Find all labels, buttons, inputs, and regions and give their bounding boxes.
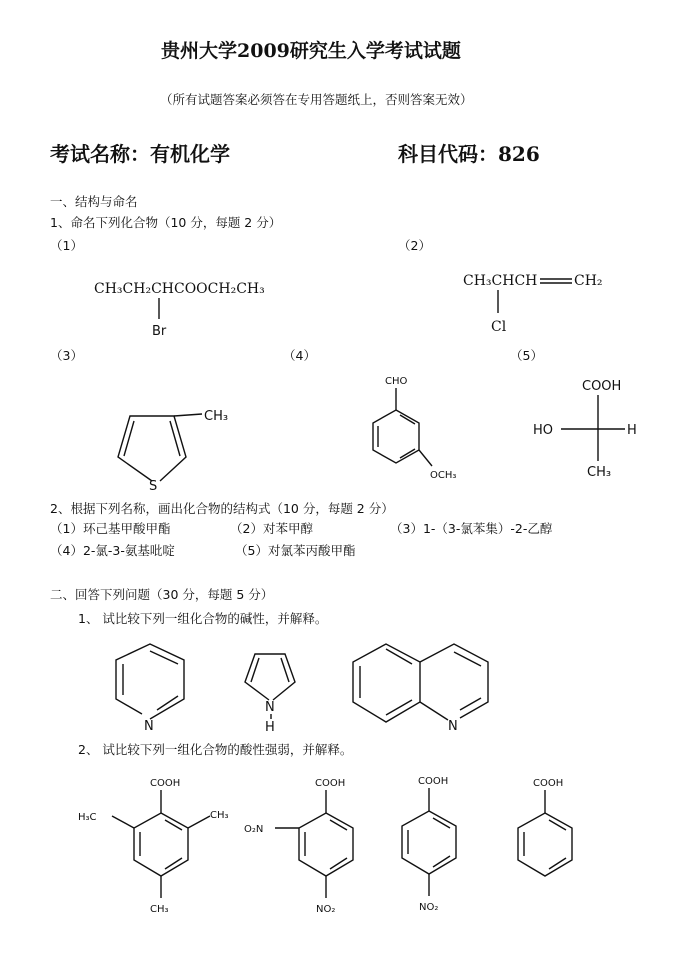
molecule-5-cooh: COOH xyxy=(582,379,622,394)
molecule-1-chain: CH₃CH₂CHCOOCH₂CH₃ xyxy=(94,281,265,297)
molecule-4-och3: OCH₃ xyxy=(430,470,457,481)
quinoline-n: N xyxy=(448,719,458,734)
question-2-1: 1、 试比较下列一组化合物的碱性，并解释。 xyxy=(78,611,328,626)
label-2: （2） xyxy=(398,238,431,253)
q2-item-5: （5）对氯苯丙酸甲酯 xyxy=(235,543,356,558)
pyrrole-structure xyxy=(235,645,315,735)
label-1: （1） xyxy=(50,238,83,253)
molecule-5-ch3: CH₃ xyxy=(587,465,612,480)
label-4: （4） xyxy=(283,348,316,363)
acid-4-cooh: COOH xyxy=(533,778,564,789)
section-1-heading: 一、结构与命名 xyxy=(50,194,138,209)
trimethylbenzoic-acid-structure xyxy=(70,770,240,920)
pyrrole-n: N xyxy=(265,700,275,715)
molecule-1 xyxy=(90,275,290,345)
acid-1-cooh: COOH xyxy=(150,778,181,789)
molecule-2 xyxy=(460,265,620,340)
quinoline-structure xyxy=(350,640,500,735)
q2-item-4: （4）2-氯-3-氨基吡啶 xyxy=(50,543,175,558)
acid-3-no2: NO₂ xyxy=(419,902,439,913)
acid-2-o2n: O₂N xyxy=(244,824,264,835)
molecule-3-s: S xyxy=(149,479,158,494)
label-5: （5） xyxy=(510,348,543,363)
question-2-2: 2、 试比较下列一组化合物的酸性强弱，并解释。 xyxy=(78,742,353,757)
q2-item-3: （3）1-（3-氯苯集）-2-乙醇 xyxy=(390,521,553,536)
acid-2-no2: NO₂ xyxy=(316,904,336,915)
molecule-3-ch3: CH₃ xyxy=(204,409,229,424)
q2-item-1: （1）环己基甲酸甲酯 xyxy=(50,521,171,536)
molecule-4 xyxy=(350,370,480,490)
q2-item-2: （2）对苯甲醇 xyxy=(230,521,313,536)
acid-3-cooh: COOH xyxy=(418,776,449,787)
exam-name: 考试名称：有机化学 xyxy=(50,142,230,166)
question-1-2: 2、根据下列名称，画出化合物的结构式（10 分，每题 2 分） xyxy=(50,501,394,516)
label-3: （3） xyxy=(50,348,83,363)
answer-note: （所有试题答案必须答在专用答题纸上，否则答案无效） xyxy=(160,92,473,107)
molecule-2-chain: CH₃CHCH xyxy=(463,273,538,289)
molecule-5-h: H xyxy=(627,423,637,438)
benzoic-acid-structure xyxy=(500,770,600,880)
molecule-5 xyxy=(525,375,645,485)
acid-1-ch3-right: CH₃ xyxy=(210,810,229,821)
pyrrole-h: H xyxy=(265,720,275,735)
dinitrobenzoic-acid-structure xyxy=(240,770,370,920)
acid-1-ch3-bottom: CH₃ xyxy=(150,904,169,915)
molecule-3 xyxy=(100,395,250,495)
pyridine-structure xyxy=(110,640,200,740)
molecule-5-ho: HO xyxy=(533,423,554,438)
subject-code: 科目代码：826 xyxy=(398,142,540,166)
pyridine-n: N xyxy=(144,719,154,734)
acid-1-h3c: H₃C xyxy=(78,812,97,823)
molecule-1-br: Br xyxy=(152,324,167,339)
molecule-4-cho: CHO xyxy=(385,376,408,387)
molecule-2-cl: Cl xyxy=(491,319,507,335)
nitrobenzoic-acid-structure xyxy=(385,770,485,920)
molecule-2-end: CH₂ xyxy=(574,273,603,289)
question-1-1: 1、命名下列化合物（10 分，每题 2 分） xyxy=(50,215,282,230)
page-title: 贵州大学2009研究生入学考试试题 xyxy=(161,40,461,62)
section-2-heading: 二、回答下列问题（30 分，每题 5 分） xyxy=(50,587,274,602)
acid-2-cooh: COOH xyxy=(315,778,346,789)
